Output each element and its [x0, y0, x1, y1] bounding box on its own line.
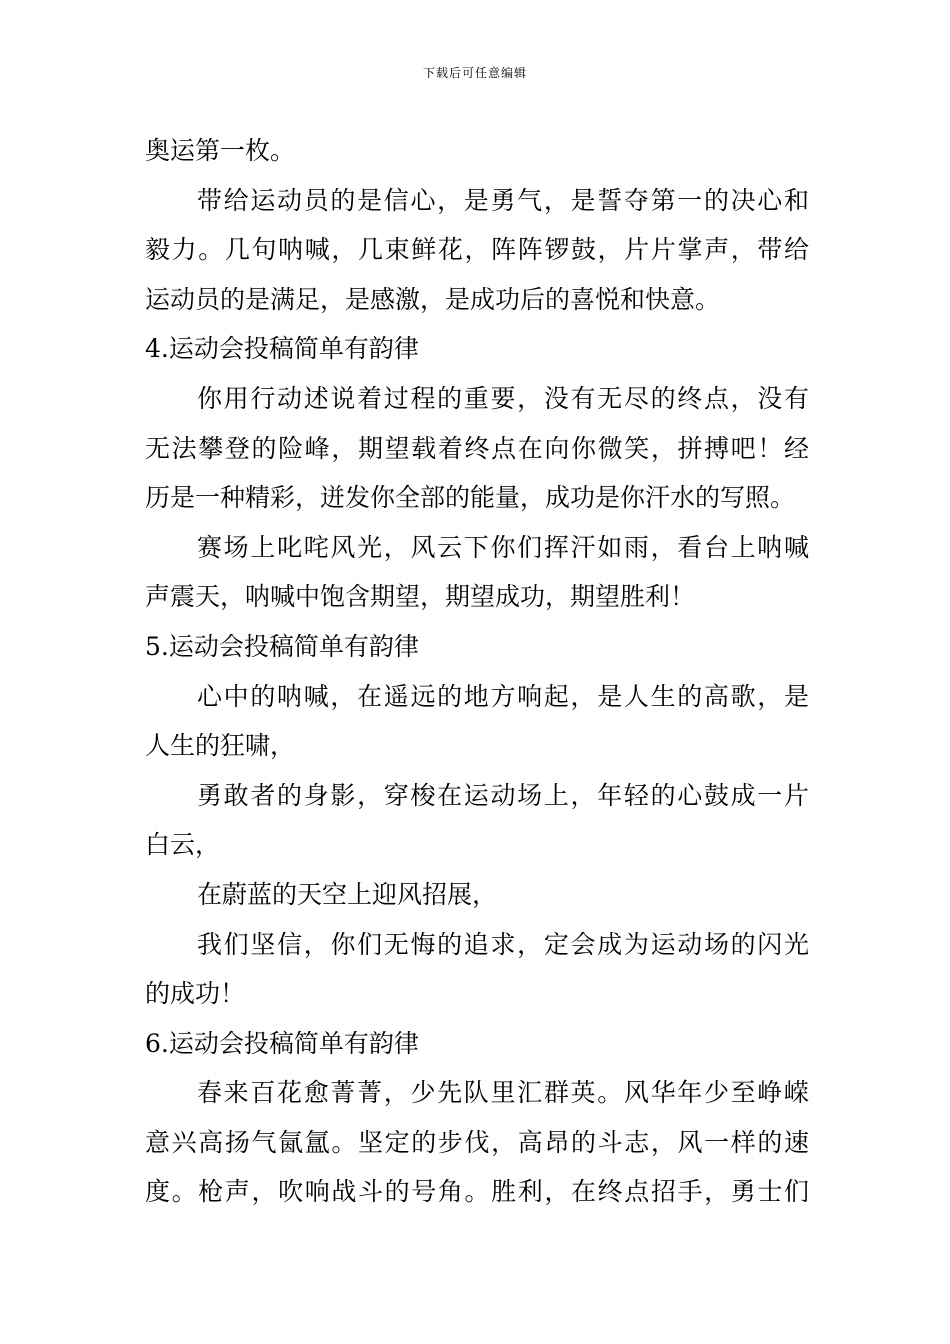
text-line: 声震天，呐喊中饱含期望，期望成功，期望胜利！: [145, 582, 696, 612]
text-line: 你用行动述说着过程的重要，没有无尽的终点，没有: [197, 383, 809, 413]
section-heading: 4.运动会投稿简单有韵律: [145, 334, 419, 364]
text-line: 历是一种精彩，迸发你全部的能量，成功是你汗水的写照。: [145, 483, 796, 513]
section-heading: 6.运动会投稿简单有韵律: [145, 1028, 419, 1058]
text-line: 度。枪声，吹响战斗的号角。胜利，在终点招手，勇士们: [145, 1177, 809, 1207]
text-line: 我们坚信，你们无悔的追求，定会成为运动场的闪光: [197, 929, 809, 959]
text-line: 在蔚蓝的天空上迎风招展，: [197, 879, 498, 909]
text-line: 运动员的是满足，是感激，是成功后的喜悦和快意。: [145, 284, 721, 314]
text-line: 奥运第一枚。: [145, 136, 296, 165]
text-line: 人生的狂啸，: [145, 731, 296, 761]
document-body: [145, 126, 809, 1217]
text-line: 毅力。几句呐喊，几束鲜花，阵阵锣鼓，片片掌声，带给: [145, 235, 809, 265]
text-line: 春来百花愈菁菁，少先队里汇群英。风华年少至峥嵘: [197, 1078, 809, 1108]
text-line: 带给运动员的是信心，是勇气，是誓夺第一的决心和: [197, 185, 809, 215]
page-header: 下载后可任意编辑: [422, 66, 527, 80]
text-line: 勇敢者的身影，穿梭在运动场上，年轻的心鼓成一片: [197, 780, 809, 810]
text-line: 意兴高扬气氤氲。坚定的步伐，高昂的斗志，风一样的速: [145, 1127, 809, 1157]
text-line: 白云，: [145, 830, 221, 860]
text-line: 赛场上叱咤风光，风云下你们挥汗如雨，看台上呐喊: [197, 532, 809, 562]
text-line: 无法攀登的险峰，期望载着终点在向你微笑，拼搏吧！经: [145, 433, 809, 463]
text-line: 心中的呐喊，在遥远的地方响起，是人生的高歌，是: [197, 681, 809, 711]
text-line: 的成功！: [145, 979, 246, 1009]
section-heading: 5.运动会投稿简单有韵律: [145, 631, 419, 661]
